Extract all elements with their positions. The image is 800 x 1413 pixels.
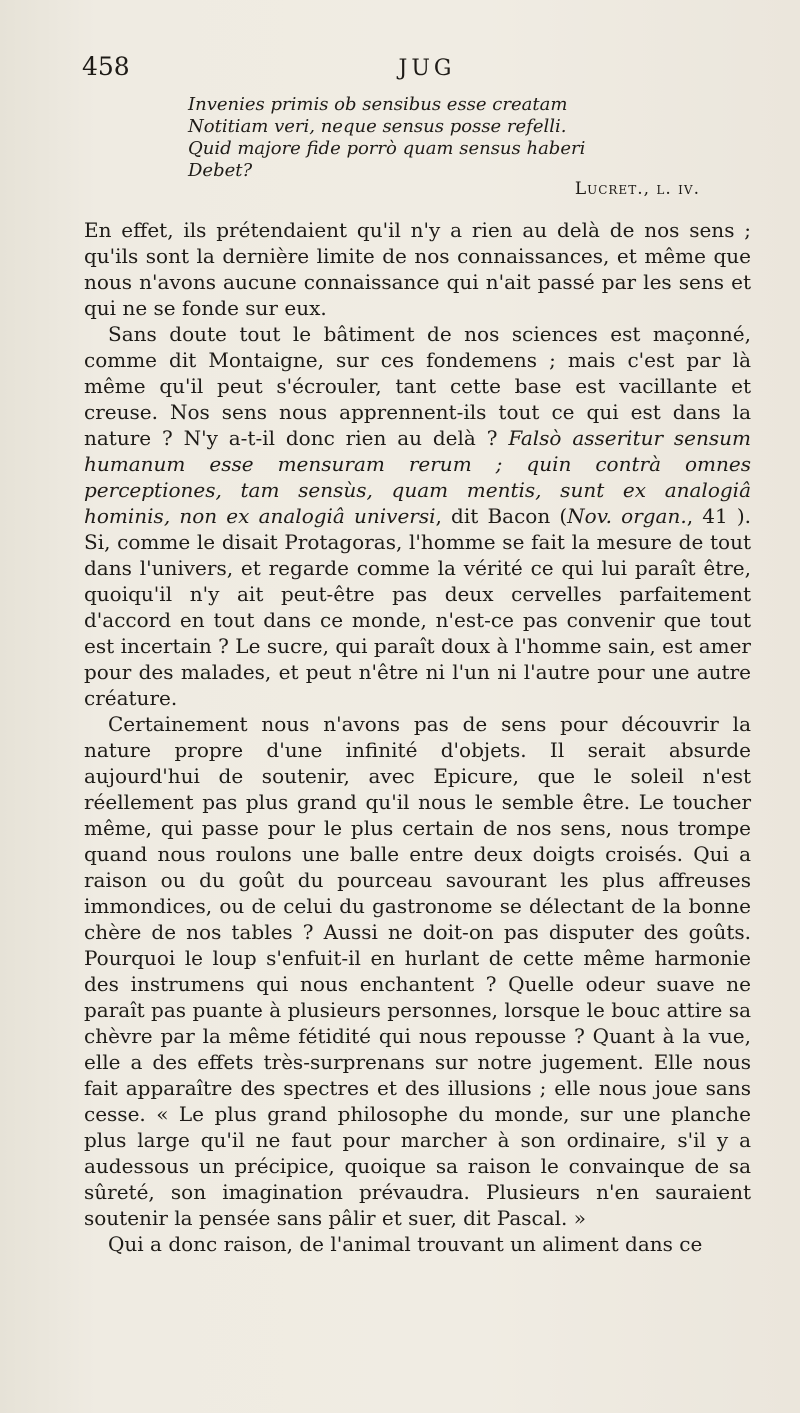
page-header [82,52,772,92]
page-number: 458 [82,52,130,81]
running-head: JUG [398,56,456,81]
paragraph-1: En effet, ils prétendaient qu'il n'y a rien au delà de nos sens ; qu'ils sont la dernière limite de nos connaissances, et même que nous n'avons aucune connaissance qui n'ait passé par les sens et qui ne se fonde sur eux. [84,218,751,320]
epigraph-line: Notitiam veri, neque sensus posse refelli. [188,116,567,137]
epigraph-line: Quid majore fide porrò quam sensus haberi [188,138,586,159]
paragraph-2-text: Sans doute tout le bâtiment de nos sciences est maçonné, comme dit Montaigne, sur ces fondemens ; mais c'est par là même qu'il peut s'écrouler, tant cette base est vacillante et creuse. Nos sens nous apprennent-ils tout ce qui est dans la nature ? N'y a-t-il donc rien au delà ? [84,322,751,450]
paragraph-4: Qui a donc raison, de l'animal trouvant un aliment dans ce [108,1232,703,1256]
paragraph-2 [84,321,751,711]
paragraph-2-text: , 41 ). Si, comme le disait Protagoras, l'homme se fait la mesure de tout dans l'univers, et regarde comme la vérité ce qui lui paraît être, quoiqu'il n'y ait peut-être pas deux cervelles parfaitement d'accord en tout dans ce monde, n'est-ce pas convenir que tout est incertain ? Le sucre, qui paraît doux à l'homme sain, est amer pour des malades, et peut n'être ni l'un ni l'autre pour une autre créature. [84,504,752,710]
body-text [84,217,751,1257]
epigraph-line: Invenies primis ob sensibus esse creatam [188,94,568,115]
bacon-reference: Nov. organ. [567,504,687,528]
paragraph-2-text: , dit Bacon ( [435,504,568,528]
epigraph-line: Debet? [188,160,253,181]
epigraph-attribution: Lucret., l. iv. [574,179,700,199]
paragraph-3: Certainement nous n'avons pas de sens pour découvrir la nature propre d'une infinité d'objets. Il serait absurde aujourd'hui de soutenir, avec Epicure, que le soleil n'est réellement pas plus grand qu'il nous le semble être. Le toucher même, qui passe pour le plus certain de nos sens, nous trompe quand nous roulons une balle entre deux doigts croisés. Qui a raison ou du goût du pourceau savourant les plus affreuses immondices, ou de celui du gastronome se délectant de la bonne chère de nos tables ? Aussi ne doit-on pas disputer des goûts. Pourquoi le loup s'enfuit-il en hurlant de cette même harmonie des instrumens qui nous enchantent ? Quelle odeur suave ne paraît pas puante à plusieurs personnes, lorsque le bouc attire sa chèvre par la même fétidité qui nous repousse ? Quant à la vue, elle a des effets très-surprenans sur notre jugement. Elle nous fait apparaître des spectres et des illusions ; elle nous joue sans cesse. « Le plus grand philosophe du monde, sur une planche plus large qu'il ne faut pour marcher à son ordinaire, s'il y a audessous un précipice, quoique sa raison le convainque de sa sûreté, son imagination prévaudra. Plusieurs n'en sauraient soutenir la pensée sans pâlir et suer, dit Pascal. » [84,712,751,1230]
bacon-quotation: Falsò asseritur sensum humanum esse mensuram rerum ; quin contrà omnes perceptiones, tam sensùs, quam mentis, sunt ex analogiâ hominis, non ex analogiâ universi [84,426,752,528]
epigraph [188,94,668,182]
